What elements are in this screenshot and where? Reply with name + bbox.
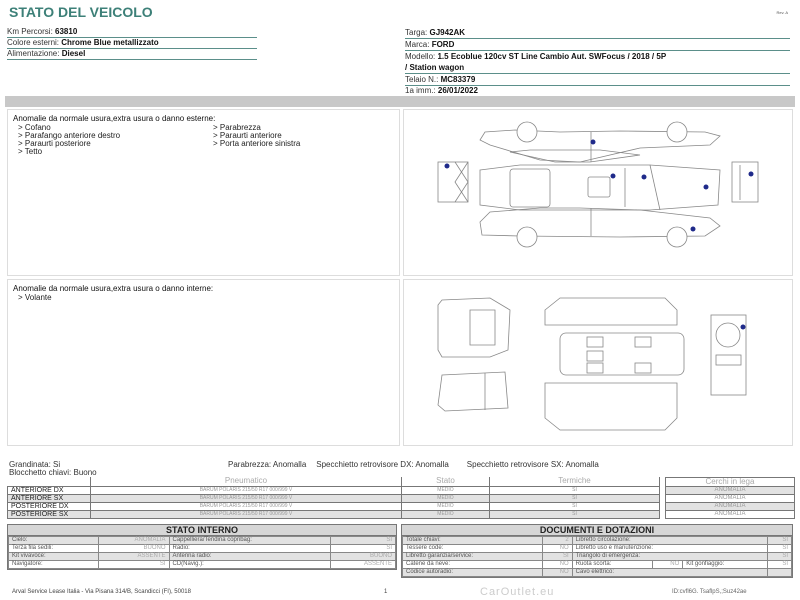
cell-label: Catene da neve: xyxy=(403,561,543,569)
cell-value: SI xyxy=(542,553,572,561)
list-item: > Parafango anteriore destro xyxy=(18,131,121,140)
table-row xyxy=(9,561,396,569)
documenti-table xyxy=(402,536,792,577)
table-row: POSTERIORE DX BARUM POLARIS 215/50 R17 000/999 V MEDIO SI xyxy=(8,502,660,510)
cell-value: SI xyxy=(768,545,792,553)
col-stato: Stato xyxy=(402,477,490,486)
cell-label: Tessere code: xyxy=(403,545,543,553)
stato-interno-title: STATO INTERNO xyxy=(8,525,396,536)
interior-title: Anomalie da normale usura,extra usura o danno interne: xyxy=(13,284,214,293)
cell-label: Libretto circolazione: xyxy=(572,537,767,545)
info-model xyxy=(405,52,790,63)
table-row: ANTERIORE SX BARUM POLARIS 215/50 R17 000/999 V MEDIO SI xyxy=(8,494,660,502)
label: Modello: xyxy=(405,52,436,61)
cell-value: NO xyxy=(542,561,572,569)
table-row xyxy=(403,545,792,553)
cell-value: SI xyxy=(330,545,395,553)
cell-value: SI xyxy=(768,553,792,561)
label: Marca: xyxy=(405,40,430,49)
cell-value: ASSENTE xyxy=(330,561,395,569)
value: 26/01/2022 xyxy=(437,86,478,95)
value: GJ942AK xyxy=(429,28,466,37)
cell-label: Cappelliera/Tendina copribag: xyxy=(169,537,330,545)
cell-label: Kit gonfiaggio: xyxy=(683,561,768,569)
value: 63810 xyxy=(55,27,78,36)
cell-value xyxy=(768,569,792,577)
grandinata: Grandinata: Si xyxy=(9,460,61,469)
cell-label: Libretto garanzia/service: xyxy=(403,553,543,561)
col-termiche: Termiche xyxy=(490,477,660,486)
cell-value: ANOMALIA xyxy=(98,537,169,545)
rims-table xyxy=(665,477,795,519)
info-chassis xyxy=(405,75,790,86)
value: Diesel xyxy=(61,49,86,58)
cell-value: SI xyxy=(98,561,169,569)
table-row: POSTERIORE SX BARUM POLARIS 215/50 R17 000/999 V MEDIO SI xyxy=(8,510,660,518)
specchietto-sx: Specchietto retrovisore SX: Anomalla xyxy=(466,460,599,469)
cell-value: BUONO xyxy=(330,553,395,561)
label: Km Percorsi: xyxy=(7,27,53,36)
info-color xyxy=(7,38,257,49)
list-item: > Tetto xyxy=(18,147,43,156)
cell-value: NO xyxy=(653,561,683,569)
documenti-box xyxy=(401,524,793,578)
section-divider xyxy=(5,96,795,107)
info-model-cont xyxy=(405,63,790,74)
cell-value: 2 xyxy=(542,537,572,545)
list-item: > Volante xyxy=(18,293,52,302)
list-item: > Porta anteriore sinistra xyxy=(213,139,301,148)
table-row: ANOMALIA xyxy=(666,503,795,511)
revision: Rev. A xyxy=(776,10,788,15)
table-row xyxy=(403,561,792,569)
cell-label: Terza fila sedili: xyxy=(9,545,99,553)
interior-damage-panel xyxy=(7,279,400,446)
table-row xyxy=(403,553,792,561)
info-plate xyxy=(405,28,790,39)
table-row xyxy=(9,545,396,553)
cell-label: Cavo elettrico: xyxy=(572,569,767,577)
hail-keys-status xyxy=(9,461,97,477)
col-cerchi: Cerchi in lega xyxy=(666,478,795,487)
cell-label: Navigatore: xyxy=(9,561,99,569)
table-row: ANTERIORE DX BARUM POLARIS 215/50 R17 000/999 V MEDIO SI xyxy=(8,486,660,494)
cell-label: Cielo: xyxy=(9,537,99,545)
cell-label: Kit vivavoce: xyxy=(9,553,99,561)
footer-address: Arval Service Lease Italia - Via Pisana 314/B, Scandicci (FI), 50018 xyxy=(12,589,191,595)
table-row xyxy=(403,569,792,577)
cell-label: Antenna radio: xyxy=(169,553,330,561)
col-pneumatico: Pneumatico xyxy=(91,477,402,486)
cell-label: Radio: xyxy=(169,545,330,553)
exterior-diagram xyxy=(403,109,793,276)
value: / Station wagon xyxy=(405,63,465,72)
cell-label: Totale chiavi: xyxy=(403,537,543,545)
table-row xyxy=(9,553,396,561)
exterior-damage-panel xyxy=(7,109,400,276)
cell-value: ASSENTE xyxy=(98,553,169,561)
label: 1a imm.: xyxy=(405,86,436,95)
info-brand xyxy=(405,40,790,51)
list-item: > Cofano xyxy=(18,123,51,132)
table-row xyxy=(9,537,396,545)
list-item: > Paraurti posteriore xyxy=(18,139,91,148)
label: Alimentazione: xyxy=(7,49,60,58)
footer-code: ID:cvfl6G. TsaflpS,;Suz42ae xyxy=(672,589,747,595)
table-row: ANOMALIA xyxy=(666,487,795,495)
exterior-list xyxy=(18,124,403,156)
exterior-title: Anomalie da normale usura,extra usura o danno esterne: xyxy=(13,114,216,123)
page-title: STATO DEL VEICOLO xyxy=(9,4,153,20)
value: 1.5 Ecoblue 120cv ST Line Cambio Aut. SWFocus / 2018 / 5P xyxy=(437,52,667,61)
cell-value: BUONO xyxy=(98,545,169,553)
label: Targa: xyxy=(405,28,428,37)
cell-value: SI xyxy=(330,537,395,545)
table-row xyxy=(403,537,792,545)
value: FORD xyxy=(431,40,455,49)
interior-list xyxy=(18,294,403,302)
list-item: > Paraurti anteriore xyxy=(213,131,282,140)
table-row: ANOMALIA xyxy=(666,511,795,519)
label: Telaio N.: xyxy=(405,75,439,84)
interior-diagram xyxy=(403,279,793,446)
value: Chrome Blue metallizzato xyxy=(61,38,159,47)
parabrezza: Parabrezza: Anomalla xyxy=(228,460,307,469)
cell-label: Codice autoradio: xyxy=(403,569,543,577)
cell-value: SI xyxy=(768,537,792,545)
tyres-table xyxy=(7,477,660,519)
cell-label: Triangolo di emergenza: xyxy=(572,553,767,561)
info-fuel xyxy=(7,49,257,60)
watermark: CarOutlet.eu xyxy=(480,586,555,598)
info-km xyxy=(7,27,257,38)
cell-label: Ruota scorta: xyxy=(572,561,652,569)
stato-interno-box xyxy=(7,524,397,570)
label: Colore esterni: xyxy=(7,38,60,47)
stato-interno-table xyxy=(8,536,396,569)
value: MC83379 xyxy=(440,75,476,84)
cell-label: CD(Navig.): xyxy=(169,561,330,569)
cell-value: NO xyxy=(542,569,572,577)
documenti-title: DOCUMENTI E DOTAZIONI xyxy=(402,525,792,536)
cell-label: Libretto uso e manutenzione: xyxy=(572,545,767,553)
cell-value: SI xyxy=(768,561,792,569)
cell-value: NO xyxy=(542,545,572,553)
page-number: 1 xyxy=(384,589,388,595)
list-item: > Parabrezza xyxy=(213,123,261,132)
blocchetto-chiavi: Blocchetto chiavi: Buono xyxy=(9,468,97,477)
table-row: ANOMALIA xyxy=(666,495,795,503)
glass-mirror-status xyxy=(228,461,599,469)
specchietto-dx: Specchietto retrovisore DX: Anomalla xyxy=(316,460,449,469)
